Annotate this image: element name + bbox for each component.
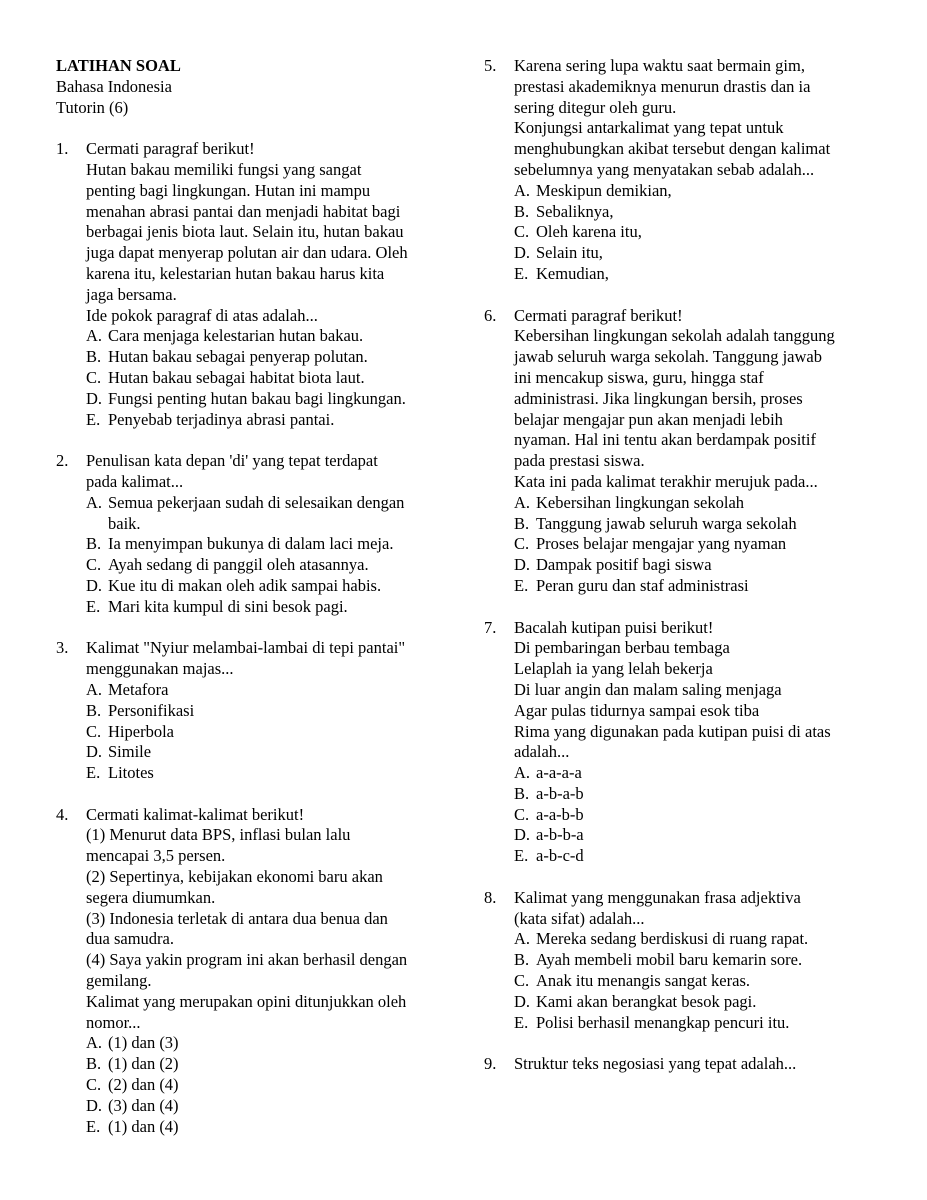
option-text: Dampak positif bagi siswa	[536, 555, 712, 575]
option-text: Kemudian,	[536, 263, 609, 283]
option-letter: D.	[514, 991, 531, 1011]
option-text: Kebersihan lingkungan sekolah	[536, 492, 745, 512]
question-text-line: Kata ini pada kalimat terakhir merujuk pada...	[514, 471, 818, 491]
question-text-line: Kalimat yang merupakan opini ditunjukkan oleh	[86, 991, 407, 1011]
question-text-line: Lelaplah ia yang lelah bekerja	[514, 659, 713, 679]
answer-option-e	[514, 1013, 884, 1034]
worksheet-session: Tutorin (6)	[56, 97, 129, 117]
question-text-line: Ide pokok paragraf di atas adalah...	[86, 305, 318, 325]
option-letter: E.	[86, 596, 101, 616]
question-5	[484, 56, 884, 285]
answer-option-c	[86, 555, 456, 576]
question-text-line: Cermati paragraf berikut!	[514, 305, 683, 325]
question-4	[56, 805, 456, 1138]
question-text-line: sering ditegur oleh guru.	[514, 97, 677, 117]
option-text: Mari kita kumpul di sini besok pagi.	[108, 596, 348, 616]
question-number: 8.	[484, 887, 497, 907]
answer-option-e	[514, 576, 884, 597]
question-9	[484, 1054, 884, 1075]
answer-option-b	[86, 534, 456, 555]
question-number: 7.	[484, 617, 497, 637]
answer-option-c	[514, 971, 884, 992]
answer-option-c	[514, 222, 884, 243]
option-letter: A.	[514, 180, 531, 200]
question-text-line: Karena sering lupa waktu saat bermain gim,	[514, 56, 805, 75]
option-letter: C.	[86, 1075, 102, 1095]
worksheet-subject: Bahasa Indonesia	[56, 76, 172, 96]
answer-option-d	[514, 825, 884, 846]
option-letter: A.	[514, 492, 531, 512]
question-text-line: Cermati kalimat-kalimat berikut!	[86, 804, 305, 824]
question-text-line: pada kalimat...	[86, 471, 184, 491]
answer-option-c	[86, 368, 456, 389]
question-text-line: mencapai 3,5 persen.	[86, 846, 226, 866]
question-7	[484, 618, 884, 868]
option-letter: B.	[514, 201, 530, 221]
question-text-line: Kebersihan lingkungan sekolah adalah tanggung	[514, 326, 835, 346]
answer-option-a	[514, 763, 884, 784]
option-letter: A.	[514, 763, 531, 783]
option-text: (2) dan (4)	[108, 1075, 179, 1095]
option-text: Peran guru dan staf administrasi	[536, 575, 749, 595]
question-text-line: Rima yang digunakan pada kutipan puisi di atas	[514, 721, 831, 741]
question-number: 1.	[56, 139, 69, 159]
option-letter: D.	[86, 388, 103, 408]
question-number: 5.	[484, 56, 497, 75]
question-8	[484, 888, 884, 1034]
option-letter: A.	[86, 679, 103, 699]
question-number: 2.	[56, 451, 69, 471]
option-letter: D.	[514, 555, 531, 575]
option-text: Kami akan berangkat besok pagi.	[536, 991, 757, 1011]
option-text: Fungsi penting hutan bakau bagi lingkungan.	[108, 388, 406, 408]
question-text-line: gemilang.	[86, 971, 152, 991]
worksheet-title: LATIHAN SOAL	[56, 56, 181, 75]
option-letter: E.	[514, 575, 529, 595]
option-text: Ayah membeli mobil baru kemarin sore.	[536, 950, 803, 970]
option-text: Proses belajar mengajar yang nyaman	[536, 534, 787, 554]
answer-option-a	[514, 493, 884, 514]
question-text-line: karena itu, kelestarian hutan bakau harus kita	[86, 263, 385, 283]
answer-option-a	[514, 929, 884, 950]
question-text-line: (1) Menurut data BPS, inflasi bulan lalu	[86, 825, 351, 845]
option-text: a-b-c-d	[536, 846, 584, 866]
option-letter: D.	[86, 1095, 103, 1115]
option-letter: C.	[514, 222, 530, 242]
answer-option-d	[86, 389, 456, 410]
question-text-line: Cermati paragraf berikut!	[86, 139, 255, 159]
question-text-line: menggunakan majas...	[86, 659, 234, 679]
answer-option-a	[86, 680, 456, 701]
option-letter: D.	[86, 742, 103, 762]
option-text: Ia menyimpan bukunya di dalam laci meja.	[108, 534, 394, 554]
question-2	[56, 451, 456, 617]
question-text-line: administrasi. Jika lingkungan bersih, proses	[514, 388, 803, 408]
option-letter: C.	[514, 804, 530, 824]
question-number: 3.	[56, 638, 69, 658]
option-letter: E.	[86, 1116, 101, 1136]
question-text-line: Hutan bakau memiliki fungsi yang sangat	[86, 159, 362, 179]
option-text: Metafora	[108, 679, 169, 699]
option-text: Sebaliknya,	[536, 201, 614, 221]
answer-option-d	[86, 742, 456, 763]
question-text-line: menahan abrasi pantai dan menjadi habitat bagi	[86, 201, 401, 221]
option-text: a-a-b-b	[536, 804, 584, 824]
option-letter: B.	[514, 513, 530, 533]
option-text: Personifikasi	[108, 700, 195, 720]
question-number: 9.	[484, 1054, 497, 1074]
option-letter: C.	[86, 555, 102, 575]
option-text: Cara menjaga kelestarian hutan bakau.	[108, 326, 364, 346]
option-text: Mereka sedang berdiskusi di ruang rapat.	[536, 929, 809, 949]
option-letter: D.	[514, 825, 531, 845]
option-letter: E.	[514, 1012, 529, 1032]
question-text-line: Struktur teks negosiasi yang tepat adalah...	[514, 1054, 797, 1074]
answer-option-b	[86, 701, 456, 722]
option-letter: E.	[514, 846, 529, 866]
question-text-line: Agar pulas tidurnya sampai esok tiba	[514, 700, 760, 720]
question-text-line: adalah...	[514, 742, 570, 762]
answer-option-e	[86, 763, 456, 784]
option-letter: E.	[86, 409, 101, 429]
option-letter: A.	[514, 929, 531, 949]
answer-option-b	[86, 1054, 456, 1075]
option-text: Polisi berhasil menangkap pencuri itu.	[536, 1012, 790, 1032]
question-number: 4.	[56, 804, 69, 824]
question-text-line: Di pembaringan berbau tembaga	[514, 638, 730, 658]
option-text: baik.	[108, 513, 141, 533]
option-text: Ayah sedang di panggil oleh atasannya.	[108, 555, 369, 575]
option-letter: E.	[514, 263, 529, 283]
question-text-line: nomor...	[86, 1012, 141, 1032]
option-text: Anak itu menangis sangat keras.	[536, 971, 750, 991]
option-letter: D.	[86, 575, 103, 595]
answer-option-d	[514, 243, 884, 264]
option-text: Selain itu,	[536, 243, 603, 263]
question-text-line: Konjungsi antarkalimat yang tepat untuk	[514, 118, 784, 138]
option-letter: B.	[514, 783, 530, 803]
question-text-line: prestasi akademiknya menurun drastis dan ia	[514, 76, 811, 96]
left-question-list	[56, 139, 456, 1137]
question-text-line: dua samudra.	[86, 929, 174, 949]
option-text: (1) dan (3)	[108, 1033, 179, 1053]
option-text: a-a-a-a	[536, 763, 582, 783]
option-text: Oleh karena itu,	[536, 222, 642, 242]
option-text: a-b-a-b	[536, 783, 584, 803]
option-text: Hutan bakau sebagai habitat biota laut.	[108, 367, 365, 387]
option-letter: D.	[514, 243, 531, 263]
question-text-line: Penulisan kata depan 'di' yang tepat terdapat	[86, 451, 378, 471]
answer-option-c	[86, 722, 456, 743]
answer-option-e	[514, 264, 884, 285]
answer-option-a	[86, 1033, 456, 1054]
option-letter: B.	[86, 534, 102, 554]
question-text-line: Kalimat yang menggunakan frasa adjektiva	[514, 887, 801, 907]
answer-option-b	[86, 347, 456, 368]
answer-option-d	[514, 992, 884, 1013]
option-letter: B.	[514, 950, 530, 970]
option-text: Tanggung jawab seluruh warga sekolah	[536, 513, 797, 533]
question-text-line: Kalimat "Nyiur melambai-lambai di tepi pantai"	[86, 638, 406, 658]
answer-option-e	[514, 846, 884, 867]
option-letter: C.	[514, 534, 530, 554]
option-letter: B.	[86, 1054, 102, 1074]
question-text-line: berbagai jenis biota laut. Selain itu, hutan bakau	[86, 222, 404, 242]
answer-option-b	[514, 514, 884, 535]
option-letter: B.	[86, 700, 102, 720]
option-text: Kue itu di makan oleh adik sampai habis.	[108, 575, 382, 595]
option-text: Litotes	[108, 763, 154, 783]
option-letter: B.	[86, 347, 102, 367]
question-text-line: (2) Sepertinya, kebijakan ekonomi baru akan	[86, 867, 383, 887]
option-letter: A.	[86, 1033, 103, 1053]
question-text-line: ini mencakup siswa, guru, hingga staf	[514, 367, 764, 387]
question-text-line: juga dapat menyerap polutan air dan udara. Oleh	[86, 243, 408, 263]
answer-option-a	[514, 181, 884, 202]
option-text: Meskipun demikian,	[536, 180, 672, 200]
answer-option-e	[86, 1117, 456, 1138]
question-text-line: Di luar angin dan malam saling menjaga	[514, 679, 782, 699]
answer-option-d	[86, 576, 456, 597]
option-letter: C.	[514, 971, 530, 991]
question-number: 6.	[484, 305, 497, 325]
question-text-line: belajar mengajar pun akan menjadi lebih	[514, 409, 783, 429]
question-text-line: pada prestasi siswa.	[514, 451, 645, 471]
option-text: (1) dan (2)	[108, 1054, 179, 1074]
answer-option-b	[514, 202, 884, 223]
question-text-line: nyaman. Hal ini tentu akan berdampak positif	[514, 430, 816, 450]
question-1	[56, 139, 456, 430]
option-text: Penyebab terjadinya abrasi pantai.	[108, 409, 335, 429]
option-text: Hutan bakau sebagai penyerap polutan.	[108, 347, 368, 367]
answer-option-b	[514, 784, 884, 805]
option-letter: C.	[86, 721, 102, 741]
question-text-line: segera diumumkan.	[86, 887, 216, 907]
question-text-line: sebelumnya yang menyatakan sebab adalah...	[514, 159, 815, 179]
option-text: Hiperbola	[108, 721, 174, 741]
option-letter: A.	[86, 326, 103, 346]
question-text-line: (kata sifat) adalah...	[514, 908, 645, 928]
answer-option-c	[514, 534, 884, 555]
question-text-line: penting bagi lingkungan. Hutan ini mampu	[86, 180, 371, 200]
answer-option-a	[86, 493, 456, 535]
answer-option-a	[86, 326, 456, 347]
question-text-line: jawab seluruh warga sekolah. Tanggung jawab	[514, 347, 822, 367]
question-6	[484, 306, 884, 597]
answer-option-b	[514, 950, 884, 971]
option-text: Simile	[108, 742, 152, 762]
answer-option-e	[86, 597, 456, 618]
answer-option-d	[86, 1096, 456, 1117]
answer-option-e	[86, 410, 456, 431]
option-letter: E.	[86, 763, 101, 783]
left-column	[56, 56, 456, 1137]
option-text: (3) dan (4)	[108, 1095, 179, 1115]
option-letter: A.	[86, 492, 103, 512]
option-text: a-b-b-a	[536, 825, 584, 845]
answer-option-d	[514, 555, 884, 576]
option-letter: C.	[86, 367, 102, 387]
right-column	[484, 56, 884, 1075]
answer-option-c	[514, 805, 884, 826]
right-question-list	[484, 56, 884, 1075]
question-text-line: (4) Saya yakin program ini akan berhasil dengan	[86, 950, 408, 970]
option-text: Semua pekerjaan sudah di selesaikan dengan	[108, 492, 405, 512]
question-3	[56, 638, 456, 784]
question-text-line: (3) Indonesia terletak di antara dua benua dan	[86, 908, 388, 928]
answer-option-c	[86, 1075, 456, 1096]
question-text-line: jaga bersama.	[86, 284, 177, 304]
option-text: (1) dan (4)	[108, 1116, 179, 1136]
question-text-line: menghubungkan akibat tersebut dengan kalimat	[514, 139, 831, 159]
question-text-line: Bacalah kutipan puisi berikut!	[514, 617, 714, 637]
